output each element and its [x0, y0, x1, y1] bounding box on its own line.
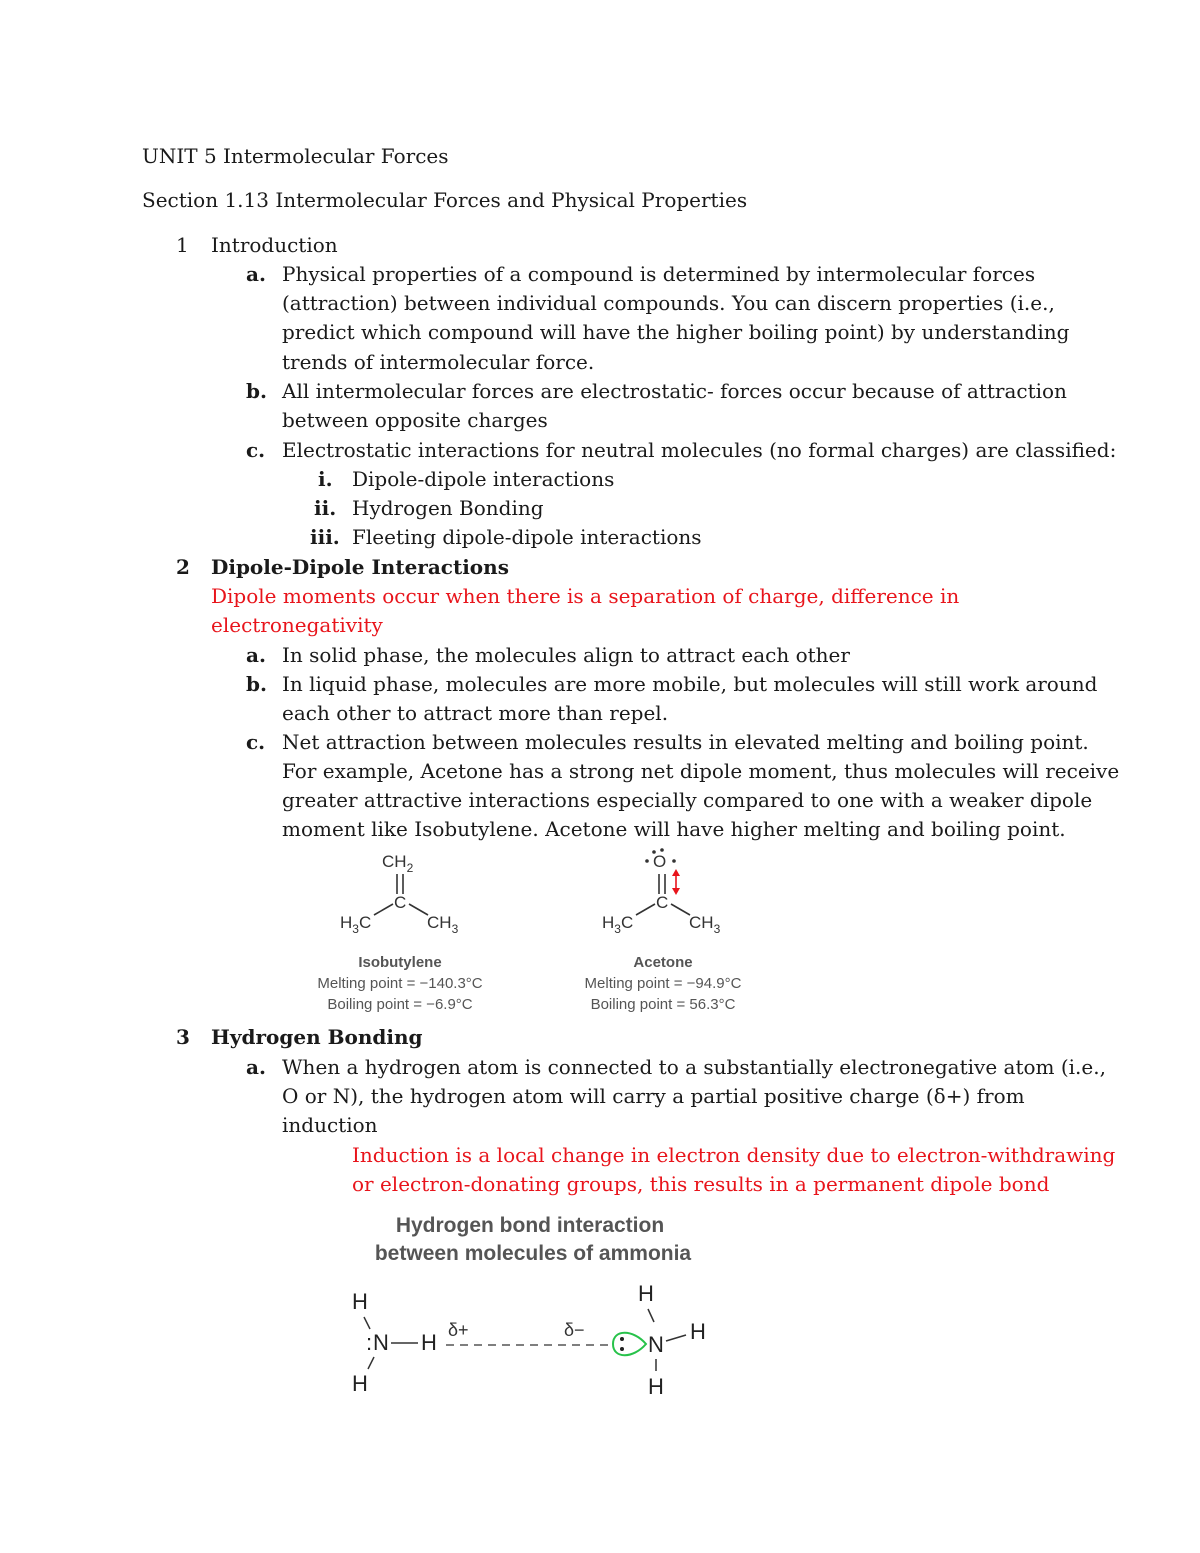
list-item-line: For example, Acetone has a strong net dipole moment, thus molecules will receive [282, 759, 1120, 783]
center-carbon: C [394, 893, 407, 912]
lone-pair-orbital-highlight [613, 1333, 646, 1356]
single-bond-line [364, 1317, 370, 1329]
acetone-boiling-point: Boiling point = 56.3°C [590, 996, 736, 1013]
list-item-line: trends of intermolecular force. [282, 350, 595, 374]
list-item-line: Physical properties of a compound is determined by intermolecular forces [282, 262, 1036, 286]
isobutylene-structure [317, 852, 482, 1013]
dipole-arrowhead [672, 888, 680, 895]
acetone-name: Acetone [633, 954, 693, 971]
delta-minus-label: δ− [564, 1320, 585, 1340]
lone-pair-dot [672, 859, 676, 863]
list-item-line: predict which compound will have the higher boiling point) by understanding [282, 320, 1070, 344]
lone-pair-dot [620, 1337, 624, 1341]
dipole-arrowhead [672, 869, 680, 876]
ammonia-molecule-right [613, 1281, 706, 1399]
list-item-line: each other to attract more than repel. [282, 701, 669, 725]
h3c-group: $H_3C$ [340, 913, 372, 936]
delta-plus-label: δ+ [448, 1320, 469, 1340]
single-bond-line [368, 1357, 374, 1369]
hydrogen-bond-figure [330, 1205, 750, 1405]
hbond-title-line: Hydrogen bond interaction [395, 1214, 665, 1237]
list-marker: a. [246, 262, 266, 286]
lone-pair-dot [620, 1347, 624, 1351]
list-marker: c. [246, 730, 266, 754]
list-item-line: In liquid phase, molecules are more mobile, but molecules will still work around [282, 672, 1098, 696]
hydrogen-atom: H [352, 1289, 368, 1314]
section-1-number: 1 [176, 233, 189, 257]
list-item-line: O or N), the hydrogen atom will carry a partial positive charge (δ+) from [282, 1084, 1025, 1108]
list-item-line: greater attractive interactions especially compared to one with a weaker dipole [282, 788, 1093, 812]
sublist-item: Fleeting dipole-dipole interactions [352, 525, 702, 549]
sublist-marker: iii. [310, 525, 340, 549]
center-carbon: C [656, 893, 669, 912]
h3c-group: $H_3C$ [602, 913, 634, 936]
unit-title: UNIT 5 Intermolecular Forces [142, 144, 449, 168]
list-item-line: moment like Isobutylene. Acetone will have higher melting and boiling point. [282, 817, 1066, 841]
molecule-figure [290, 842, 790, 1020]
list-item-line: All intermolecular forces are electrostatic- forces occur because of attraction [282, 379, 1067, 403]
section-3-heading: Hydrogen Bonding [211, 1025, 423, 1049]
single-bond-line [666, 1335, 686, 1341]
hydrogen-atom: H [648, 1374, 664, 1399]
lone-pair-dot [645, 859, 649, 863]
list-marker: c. [246, 438, 266, 462]
isobutylene-boiling-point: Boiling point = −6.9°C [327, 996, 473, 1013]
nitrogen-atom: N [648, 1332, 664, 1357]
single-bond-line [671, 904, 690, 915]
acetone-structure [585, 848, 742, 1013]
section-2-number: 2 [176, 555, 190, 579]
list-item-line: In solid phase, the molecules align to attract each other [282, 643, 850, 667]
isobutylene-melting-point: Melting point = −140.3°C [317, 975, 483, 992]
list-marker: b. [246, 672, 267, 696]
list-item-line: Net attraction between molecules results in elevated melting and boiling point. [282, 730, 1089, 754]
dipole-note-line: electronegativity [211, 613, 383, 637]
list-marker: a. [246, 1055, 266, 1079]
ammonia-molecule-left [352, 1289, 437, 1396]
list-item-line: (attraction) between individual compounds. You can discern properties (i.e., [282, 291, 1055, 315]
sublist-item: Hydrogen Bonding [352, 496, 544, 520]
single-bond-line [648, 1309, 654, 1322]
section-3-number: 3 [176, 1025, 190, 1049]
sublist-marker: i. [318, 467, 333, 491]
ch3-group: $CH_3$ [427, 913, 459, 936]
induction-note-line: Induction is a local change in electron density due to electron-withdrawing [352, 1143, 1116, 1167]
hbond-title-line: between molecules of ammonia [374, 1242, 692, 1265]
section-title: Section 1.13 Intermolecular Forces and Physical Properties [142, 188, 748, 212]
acetone-melting-point: Melting point = −94.9°C [584, 975, 742, 992]
hydrogen-atom: H [352, 1371, 368, 1396]
list-item-line: When a hydrogen atom is connected to a substantially electronegative atom (i.e., [282, 1055, 1106, 1079]
dipole-note-line: Dipole moments occur when there is a separation of charge, difference in [211, 584, 960, 608]
list-marker: a. [246, 643, 266, 667]
list-item-line: induction [282, 1113, 378, 1137]
sublist-marker: ii. [314, 496, 337, 520]
section-2-heading: Dipole-Dipole Interactions [211, 555, 509, 579]
list-item-line: between opposite charges [282, 408, 548, 432]
single-bond-line [409, 904, 428, 915]
lone-pair-dots: : [366, 1330, 373, 1355]
nitrogen-atom: N [373, 1330, 389, 1355]
list-marker: b. [246, 379, 267, 403]
hydrogen-atom: H [421, 1330, 437, 1355]
ch3-group: $CH_3$ [689, 913, 721, 936]
section-1-heading: Introduction [211, 233, 338, 257]
single-bond-line [374, 904, 393, 915]
ch2-group: $CH_2$ [382, 852, 414, 875]
sublist-item: Dipole-dipole interactions [352, 467, 615, 491]
induction-note-line: or electron-donating groups, this results in a permanent dipole bond [352, 1172, 1050, 1196]
list-item-line: Electrostatic interactions for neutral molecules (no formal charges) are classified: [282, 438, 1117, 462]
single-bond-line [636, 904, 655, 915]
hydrogen-atom: H [690, 1319, 706, 1344]
oxygen-atom: O [653, 852, 667, 871]
hydrogen-atom: H [638, 1281, 654, 1306]
isobutylene-name: Isobutylene [358, 954, 442, 971]
